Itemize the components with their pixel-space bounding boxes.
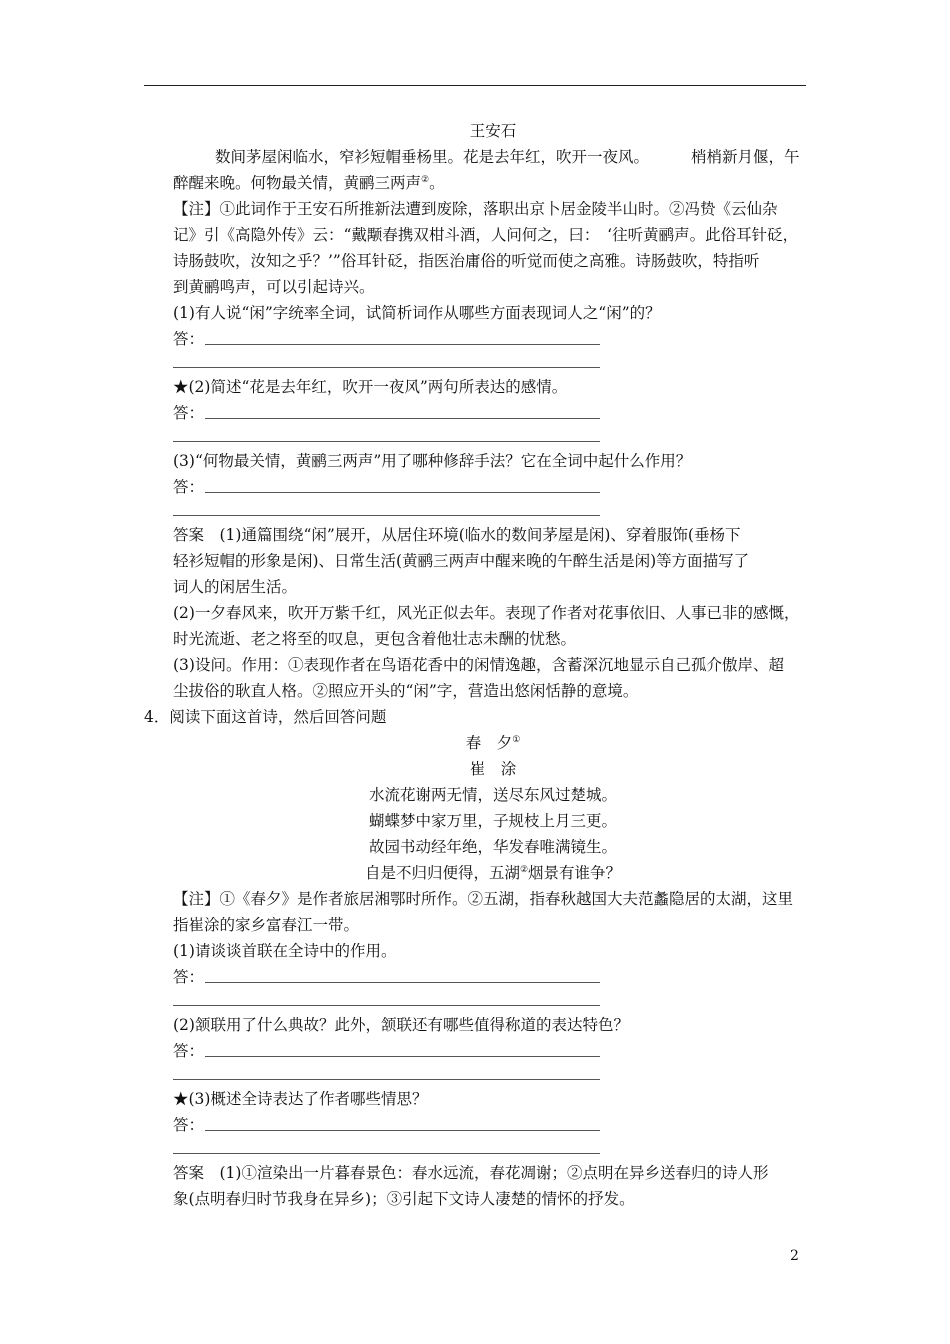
answer-line[interactable] (205, 344, 600, 345)
answer1-line5: 时光流逝、老之将至的叹息，更包含着他壮志未酬的忧愁。 (173, 630, 577, 648)
footnote-mark: ② (519, 864, 529, 875)
answer1-line1: 答案 (1)通篇围绕“闲”展开，从居住环境(临水的数间茅屋是闲)、穿着服饰(垂杨下 (173, 526, 741, 544)
header-rule (144, 85, 806, 86)
poem1-author: 王安石 (469, 122, 517, 140)
poem2-line2: 蝴蝶梦中家万里，子规枝上月三更。 (368, 812, 617, 830)
footnote-mark: ② (421, 174, 430, 185)
answer-line[interactable] (173, 441, 600, 442)
answer2-line1: 答案 (1)①渲染出一片暮春景色：春水远流，春花凋谢；②点明在异乡送春归的诗人形 (173, 1164, 769, 1182)
question-2: ★(2)简述“花是去年红，吹开一夜风”两句所表达的感情。 (173, 378, 568, 396)
answer-line[interactable] (205, 982, 600, 983)
answer1-line3: 词人的闲居生活。 (173, 578, 298, 596)
question-4-2: (2)颔联用了什么典故？此外，颔联还有哪些值得称道的表达特色？ (173, 1016, 629, 1034)
question-4-3: ★(3)概述全诗表达了作者哪些情思？ (173, 1090, 428, 1108)
answer1-line6: (3)设问。作用：①表现作者在鸟语花香中的闲情逸趣，含蓄深沉地显示自己孤介傲岸、超 (173, 656, 784, 674)
answer1-line7: 尘拔俗的耿直人格。②照应开头的“闲”字，营造出悠闲恬静的意境。 (173, 682, 639, 700)
poem2-line4: 自是不归归便得，五湖②烟景有谁争？ (364, 864, 622, 882)
answer-label: 答： (173, 1116, 205, 1134)
note1-line2: 记》引《高隐外传》云：“戴颙春携双柑斗酒，人问何之，曰： ‘往听黄鹂声。此俗耳针砭， (173, 226, 799, 244)
answer1-line4: (2)一夕春风来，吹开万紫千红，风光正似去年。表现了作者对花事依旧、人事已非的感慨， (173, 604, 800, 622)
answer-line[interactable] (205, 1056, 600, 1057)
footnote-mark: ① (512, 734, 521, 745)
question-3: (3)“何物最关情，黄鹂三两声”用了哪种修辞手法？它在全词中起什么作用？ (173, 452, 692, 470)
answer-line[interactable] (173, 1079, 600, 1080)
question-1: (1)有人说“闲”字统率全词，试简析词作从哪些方面表现词人之“闲”的？ (173, 304, 661, 322)
note1-line4: 到黄鹂鸣声，可以引起诗兴。 (173, 278, 375, 296)
answer-line[interactable] (173, 1005, 600, 1006)
note1-line1: 【注】①此词作于王安石所推新法遭到废除，落职出京卜居金陵半山时。②冯贽《云仙杂 (173, 200, 778, 218)
answer2-line2: 象(点明春归时节我身在异乡)；③引起下文诗人凄楚的情怀的抒发。 (173, 1190, 635, 1208)
note2-line2: 指崔涂的家乡富春江一带。 (173, 916, 360, 934)
answer-line[interactable] (173, 1153, 600, 1154)
poem1-line2: 醉醒来晚。何物最关情，黄鹂三两声②。 (173, 174, 445, 192)
answer-line[interactable] (205, 1130, 600, 1131)
question-4-intro: 4．阅读下面这首诗，然后回答问题 (144, 708, 387, 726)
poem2-line3: 故园书动经年绝，华发春唯满镜生。 (368, 838, 617, 856)
answer-label: 答： (173, 478, 205, 496)
question-4-1: (1)请谈谈首联在全诗中的作用。 (173, 942, 397, 960)
answer-line[interactable] (205, 418, 600, 419)
answer-label: 答： (173, 330, 205, 348)
note1-line3: 诗肠鼓吹，汝知之乎？’”俗耳针砭，指医治庸俗的听觉而使之高雅。诗肠鼓吹，特指听 (173, 252, 760, 270)
answer-line[interactable] (173, 515, 600, 516)
answer-line[interactable] (173, 367, 600, 368)
poem1-line1: 数间茅屋闲临水，窄衫短帽垂杨里。花是去年红，吹开一夜风。 梢梢新月偃，午 (215, 148, 800, 166)
note2-line1: 【注】①《春夕》是作者旅居湘鄂时所作。②五湖，指春秋越国大夫范蠡隐居的太湖，这里 (173, 890, 794, 908)
page-number: 2 (790, 1248, 799, 1264)
answer-line[interactable] (205, 492, 600, 493)
poem2-author: 崔 涂 (469, 760, 517, 778)
poem2-title: 春 夕① (465, 734, 521, 752)
answer-label: 答： (173, 404, 205, 422)
poem2-line1: 水流花谢两无情，送尽东风过楚城。 (368, 786, 617, 804)
answer-label: 答： (173, 1042, 205, 1060)
answer-label: 答： (173, 968, 205, 986)
answer1-line2: 轻衫短帽的形象是闲)、日常生活(黄鹂三两声中醒来晚的午醉生活是闲)等方面描写了 (173, 552, 750, 570)
